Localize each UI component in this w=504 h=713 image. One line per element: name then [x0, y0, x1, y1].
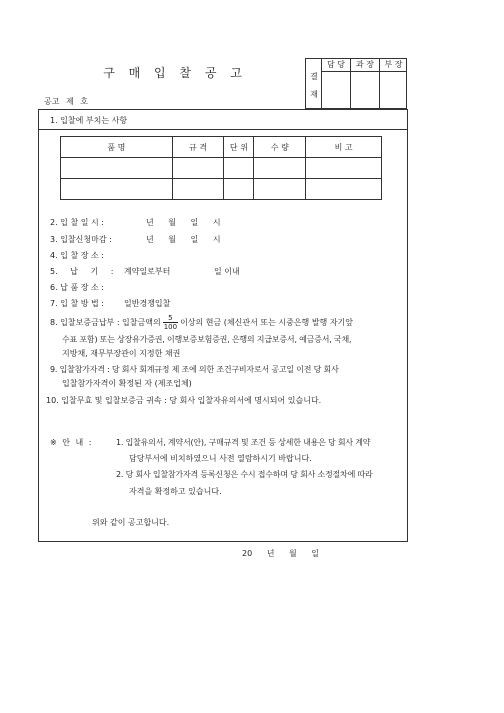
item-8-line-1b: 이상의 현금 (체신관서 또는 시중은행 발행 자기앞: [180, 318, 354, 327]
table-cell: [61, 158, 173, 179]
document-title: 구 매 입 찰 공 고: [103, 66, 247, 80]
fraction: [163, 314, 178, 331]
item-5-label: 5. 납 기 :: [50, 267, 114, 276]
notes-label: ※ 안 내 :: [50, 438, 92, 447]
notice-number-label: 공고 제 호: [44, 97, 88, 106]
table-cell: [172, 179, 224, 200]
item-2-value: 년 월 일 시: [146, 218, 221, 227]
approval-col-manager: [351, 59, 380, 108]
item-3-label: 3. 입찰신청마감 :: [50, 235, 112, 244]
item-8-line-3: 지방채, 재무부장관이 지정한 채권: [62, 349, 181, 358]
table-row: [61, 158, 382, 179]
approval-col-staff: [322, 59, 351, 108]
table-cell: [306, 179, 382, 200]
item-6-label: 6. 납 품 장 소 :: [50, 283, 104, 292]
approval-label: [306, 59, 322, 108]
header-spec: 규 격: [172, 137, 224, 158]
header-remarks: 비 고: [306, 137, 382, 158]
header-unit: 단 위: [224, 137, 254, 158]
note-2-line-1: 2. 당 회사 입찰참가자격 등록신청은 수시 접수하며 당 회사 소정절차에 따라: [116, 470, 373, 479]
item-10: 10. 입찰무효 및 입찰보증금 귀속 : 당 회사 입찰자유의서에 명시되어 있습니다.: [46, 396, 322, 405]
table-cell: [224, 158, 254, 179]
table-cell: [61, 179, 173, 200]
approval-label-char-2: 재: [310, 90, 318, 99]
section-1-heading: 1. 입찰에 부치는 사항: [50, 116, 128, 125]
item-3-value: 년 월 일 시: [146, 235, 221, 244]
approval-head-manager: 과 장: [351, 59, 379, 72]
table-cell: [306, 158, 382, 179]
approval-label-char-1: 결: [310, 72, 318, 81]
table-cell: [224, 179, 254, 200]
item-9-line-2: 입찰참가자격이 확정된 자 (제조업체): [62, 379, 192, 388]
table-header-row: [61, 137, 382, 158]
item-7-label: 7. 입 찰 방 법 :: [50, 299, 104, 308]
approval-head-director: 부 장: [380, 59, 407, 72]
table-cell: [254, 158, 306, 179]
item-8-line-2: 수표 포함) 또는 상장유가증권, 이행보증보험증권, 은행의 지급보증서, 예금증서, 국채,: [62, 335, 352, 344]
note-1-line-1: 1. 입찰유의서, 계약서(안), 구매규격 및 조건 등 상세한 내용은 당 회사 계약: [116, 438, 371, 447]
table-cell: [172, 158, 224, 179]
item-9-line-1: 9. 입찰참가자격 : 당 회사 회계규정 제 조에 의한 조건구비자로서 공고일 이전 당 회사: [50, 365, 339, 374]
item-2-label: 2. 입 찰 일 시 :: [50, 218, 104, 227]
item-8-line-1a: 8. 입찰보증금납부 : 입찰금액의: [50, 318, 161, 327]
item-5-value-2: 일 이내: [214, 267, 240, 276]
item-5-value: 계약일로부터: [124, 267, 171, 276]
note-1-line-2: 담당부서에 비치하였으니 사전 열람하시기 바랍니다.: [129, 454, 312, 463]
fraction-denominator: 100: [163, 323, 178, 331]
approval-col-director: [380, 59, 407, 108]
item-7-value: 일반경쟁입찰: [124, 299, 171, 308]
table-row: [61, 179, 382, 200]
table-cell: [254, 179, 306, 200]
items-table: [60, 136, 382, 200]
approval-box: [305, 58, 407, 109]
fraction-numerator: 5: [163, 314, 178, 323]
closing-statement: 위와 같이 공고합니다.: [92, 518, 170, 527]
item-8-line-1: [50, 314, 353, 331]
note-2-line-2: 자격을 확정하고 있습니다.: [129, 487, 222, 496]
approval-head-staff: 담 당: [322, 59, 350, 72]
item-4-label: 4. 입 찰 장 소 :: [50, 251, 104, 260]
header-item-name: 품 명: [61, 137, 173, 158]
date-line: 20 년 월 일: [242, 549, 319, 558]
header-quantity: 수 량: [254, 137, 306, 158]
frame-separator: [38, 129, 408, 130]
